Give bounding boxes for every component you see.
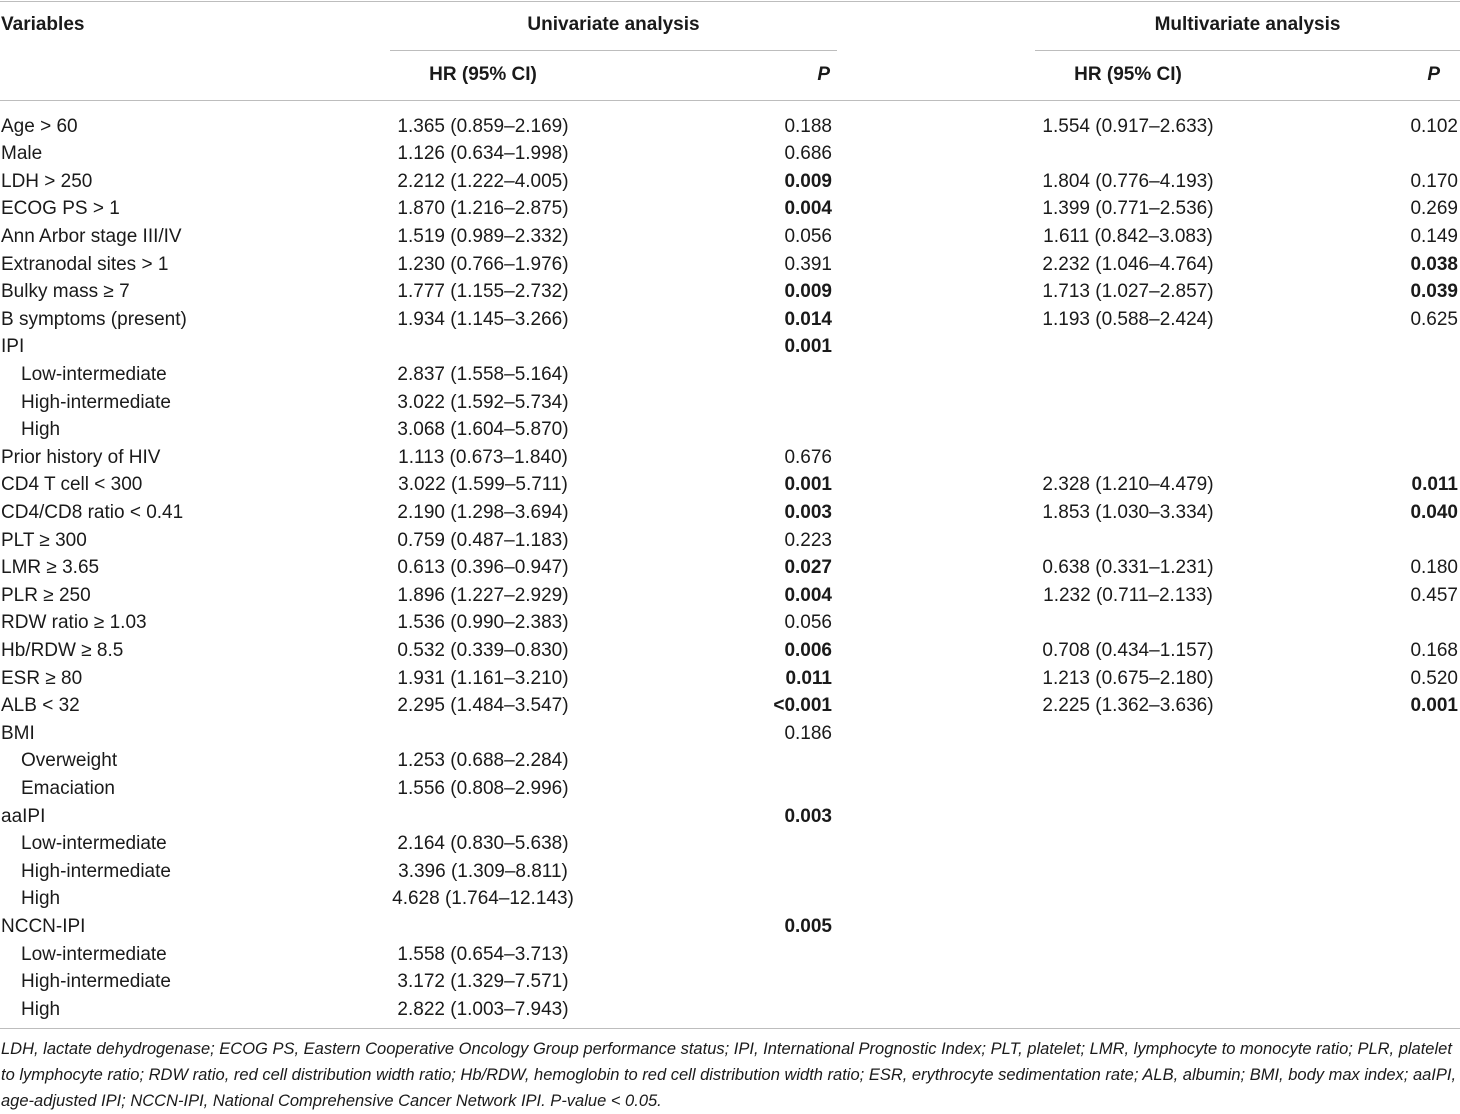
table-row (0, 471, 1460, 499)
multivariate-hr-cell: 1.193 (0.588–2.424) (1042, 308, 1214, 330)
table-row (0, 554, 1460, 582)
univariate-hr-cell: 1.931 (1.161–3.210) (397, 667, 569, 689)
univariate-p-cell: 0.011 (785, 667, 832, 689)
univariate-hr-cell: 2.822 (1.003–7.943) (397, 998, 569, 1020)
variable-cell: CD4 T cell < 300 (1, 474, 143, 496)
table-row (0, 941, 1460, 969)
variable-cell: CD4/CD8 ratio < 0.41 (1, 502, 184, 523)
header-multivariate-analysis: Multivariate analysis (1154, 14, 1341, 35)
table-row (0, 140, 1460, 168)
table-row (0, 665, 1460, 693)
variable-cell: High-intermediate (21, 971, 171, 993)
table-row (0, 830, 1460, 858)
header-uni-p: P (817, 64, 830, 85)
multivariate-p-cell: 0.625 (1410, 308, 1458, 330)
multivariate-hr-cell: 1.804 (0.776–4.193) (1042, 170, 1214, 192)
multivariate-hr-cell: 1.232 (0.711–2.133) (1043, 584, 1213, 606)
table-row (0, 223, 1460, 251)
header-multi-p: P (1427, 64, 1440, 85)
variable-cell: LDH > 250 (1, 170, 93, 192)
table-row (0, 913, 1460, 941)
variable-cell: Ann Arbor stage III/IV (1, 226, 182, 247)
univariate-p-cell: 0.186 (784, 722, 832, 744)
multivariate-hr-cell: 2.225 (1.362–3.636) (1042, 695, 1214, 717)
variable-cell: ESR ≥ 80 (1, 667, 83, 689)
univariate-p-cell: 0.676 (784, 446, 832, 468)
multivariate-hr-cell: 1.713 (1.027–2.857) (1042, 281, 1214, 303)
variable-cell: BMI (1, 722, 35, 744)
multivariate-p-cell: 0.040 (1410, 502, 1458, 523)
univariate-hr-cell: 1.253 (0.688–2.284) (397, 750, 569, 772)
multivariate-group-rule (1035, 50, 1460, 51)
univariate-hr-cell: 3.172 (1.329–7.571) (397, 971, 569, 993)
variable-cell: NCCN-IPI (1, 916, 86, 937)
variable-cell: aaIPI (1, 805, 46, 827)
table-row (0, 113, 1460, 141)
univariate-p-cell: 0.223 (784, 529, 832, 551)
variable-cell: Age > 60 (1, 115, 78, 137)
multivariate-p-cell: 0.149 (1410, 226, 1458, 247)
univariate-p-cell: <0.001 (773, 695, 832, 717)
univariate-p-cell: 0.686 (784, 143, 832, 165)
variable-cell: Emaciation (21, 778, 115, 799)
univariate-p-cell: 0.009 (784, 170, 832, 192)
variable-cell: PLT ≥ 300 (1, 529, 87, 551)
univariate-hr-cell: 3.396 (1.309–8.811) (398, 860, 568, 882)
variable-cell: LMR ≥ 3.65 (1, 557, 100, 579)
variable-cell: IPI (1, 336, 25, 358)
multivariate-p-cell: 0.001 (1410, 695, 1458, 717)
univariate-p-cell: 0.391 (784, 253, 832, 275)
variable-cell: High (21, 419, 61, 441)
variable-cell: Male (1, 143, 43, 165)
table-row (0, 168, 1460, 196)
univariate-hr-cell: 4.628 (1.764–12.143) (392, 888, 574, 910)
univariate-hr-cell: 1.896 (1.227–2.929) (397, 584, 569, 606)
header-variables: Variables (1, 14, 85, 35)
univariate-hr-cell: 3.022 (1.592–5.734) (397, 391, 569, 413)
multivariate-p-cell: 0.039 (1410, 281, 1458, 303)
multivariate-hr-cell: 0.638 (0.331–1.231) (1042, 557, 1214, 579)
univariate-p-cell: 0.003 (784, 805, 832, 827)
univariate-hr-cell: 3.022 (1.599–5.711) (398, 474, 568, 496)
multivariate-p-cell: 0.038 (1410, 253, 1458, 275)
univariate-p-cell: 0.027 (784, 557, 832, 579)
multivariate-p-cell: 0.102 (1410, 115, 1458, 137)
table-row (0, 361, 1460, 389)
multivariate-hr-cell: 2.232 (1.046–4.764) (1042, 253, 1214, 275)
multivariate-p-cell: 0.180 (1410, 557, 1458, 579)
univariate-p-cell: 0.188 (784, 115, 832, 137)
table-row (0, 747, 1460, 775)
table-row (0, 582, 1460, 610)
table-footnote: LDH, lactate dehydrogenase; ECOG PS, Eastern Cooperative Oncology Group performance status; IPI, International Prognostic Index; PLT, platelet; LMR, lymphocyte to monocyte ratio; PLR, platelet to lymphocyte ratio; RDW ratio, red cell distribution width ratio; Hb/RDW, hemoglobin to red cell distribution width ratio; ESR, erythrocyte sedimentation rate; ALB, albumin; BMI, body max index; aaIPI, age-adjusted IPI; NCCN-IPI, National Comprehensive Cancer Network IPI. P-value < 0.05. (1, 1040, 1457, 1110)
header-bottom-rule (0, 100, 1460, 101)
table-row (0, 996, 1460, 1024)
univariate-hr-cell: 2.164 (0.830–5.638) (397, 833, 569, 855)
univariate-p-cell: 0.009 (784, 281, 832, 303)
table-row (0, 416, 1460, 444)
table-row (0, 775, 1460, 803)
variable-cell: Bulky mass ≥ 7 (1, 281, 130, 303)
univariate-hr-cell: 1.777 (1.155–2.732) (397, 281, 569, 303)
multivariate-p-cell: 0.520 (1410, 667, 1458, 689)
univariate-hr-cell: 2.295 (1.484–3.547) (397, 695, 569, 717)
multivariate-hr-cell: 2.328 (1.210–4.479) (1042, 474, 1214, 496)
univariate-hr-cell: 1.365 (0.859–2.169) (397, 115, 569, 137)
univariate-hr-cell: 1.558 (0.654–3.713) (397, 943, 569, 965)
univariate-hr-cell: 1.536 (0.990–2.383) (397, 612, 569, 634)
multivariate-p-cell: 0.168 (1410, 640, 1458, 661)
table-row (0, 333, 1460, 361)
univariate-hr-cell: 1.556 (0.808–2.996) (397, 778, 569, 799)
univariate-hr-cell: 1.519 (0.989–2.332) (397, 226, 569, 247)
table-row (0, 885, 1460, 913)
table-top-rule (0, 1, 1460, 2)
univariate-p-cell: 0.003 (784, 502, 832, 523)
table-row (0, 858, 1460, 886)
multivariate-hr-cell: 1.213 (0.675–2.180) (1042, 667, 1214, 689)
univariate-p-cell: 0.001 (784, 474, 832, 496)
univariate-hr-cell: 1.870 (1.216–2.875) (397, 198, 569, 220)
multivariate-p-cell: 0.269 (1410, 198, 1458, 220)
multivariate-hr-cell: 0.708 (0.434–1.157) (1042, 640, 1214, 661)
univariate-hr-cell: 0.613 (0.396–0.947) (397, 557, 569, 579)
multivariate-hr-cell: 1.853 (1.030–3.334) (1042, 502, 1214, 523)
table-row (0, 968, 1460, 996)
table-row (0, 306, 1460, 334)
header-multi-hr: HR (95% CI) (1074, 64, 1182, 85)
variable-cell: High (21, 888, 61, 910)
univariate-hr-cell: 2.212 (1.222–4.005) (397, 170, 569, 192)
univariate-hr-cell: 2.190 (1.298–3.694) (397, 502, 569, 523)
table-row (0, 637, 1460, 665)
table-row (0, 692, 1460, 720)
multivariate-p-cell: 0.457 (1410, 584, 1458, 606)
univariate-hr-cell: 1.934 (1.145–3.266) (397, 308, 569, 330)
header-uni-hr: HR (95% CI) (429, 64, 537, 85)
variable-cell: B symptoms (present) (1, 308, 187, 330)
variable-cell: High (21, 998, 61, 1020)
table-row (0, 195, 1460, 223)
univariate-group-rule (390, 50, 837, 51)
table-row (0, 609, 1460, 637)
univariate-p-cell: 0.006 (784, 640, 832, 661)
variable-cell: Low-intermediate (21, 364, 167, 385)
table-row (0, 389, 1460, 417)
univariate-hr-cell: 0.759 (0.487–1.183) (397, 529, 569, 551)
table-row (0, 278, 1460, 306)
table-row (0, 444, 1460, 472)
header-univariate-analysis: Univariate analysis (527, 14, 700, 35)
univariate-p-cell: 0.004 (784, 198, 832, 220)
variable-cell: Hb/RDW ≥ 8.5 (1, 640, 124, 661)
table-bottom-rule (0, 1028, 1460, 1029)
univariate-p-cell: 0.005 (784, 916, 832, 937)
univariate-hr-cell: 1.113 (0.673–1.840) (398, 446, 568, 468)
variable-cell: Low-intermediate (21, 943, 167, 965)
table-row (0, 803, 1460, 831)
multivariate-hr-cell: 1.554 (0.917–2.633) (1042, 115, 1214, 137)
multivariate-hr-cell: 1.611 (0.842–3.083) (1043, 226, 1213, 247)
variable-cell: ECOG PS > 1 (1, 198, 120, 220)
variable-cell: PLR ≥ 250 (1, 584, 91, 606)
univariate-p-cell: 0.056 (784, 226, 832, 247)
table-row (0, 720, 1460, 748)
multivariate-p-cell: 0.011 (1411, 474, 1458, 496)
univariate-hr-cell: 0.532 (0.339–0.830) (397, 640, 569, 661)
univariate-hr-cell: 1.230 (0.766–1.976) (397, 253, 569, 275)
variable-cell: Prior history of HIV (1, 446, 161, 468)
table-row (0, 251, 1460, 279)
variable-cell: High-intermediate (21, 391, 171, 413)
table-row (0, 527, 1460, 555)
variable-cell: Extranodal sites > 1 (1, 253, 169, 275)
variable-cell: High-intermediate (21, 860, 171, 882)
univariate-hr-cell: 1.126 (0.634–1.998) (397, 143, 569, 165)
table-row (0, 499, 1460, 527)
variable-cell: Overweight (21, 750, 118, 772)
multivariate-p-cell: 0.170 (1410, 170, 1458, 192)
variable-cell: RDW ratio ≥ 1.03 (1, 612, 147, 634)
univariate-hr-cell: 2.837 (1.558–5.164) (397, 364, 569, 385)
multivariate-hr-cell: 1.399 (0.771–2.536) (1042, 198, 1214, 220)
variable-cell: Low-intermediate (21, 833, 167, 855)
univariate-p-cell: 0.001 (784, 336, 832, 358)
univariate-p-cell: 0.004 (784, 584, 832, 606)
univariate-p-cell: 0.014 (784, 308, 832, 330)
univariate-p-cell: 0.056 (784, 612, 832, 634)
univariate-hr-cell: 3.068 (1.604–5.870) (397, 419, 569, 441)
variable-cell: ALB < 32 (1, 695, 80, 717)
